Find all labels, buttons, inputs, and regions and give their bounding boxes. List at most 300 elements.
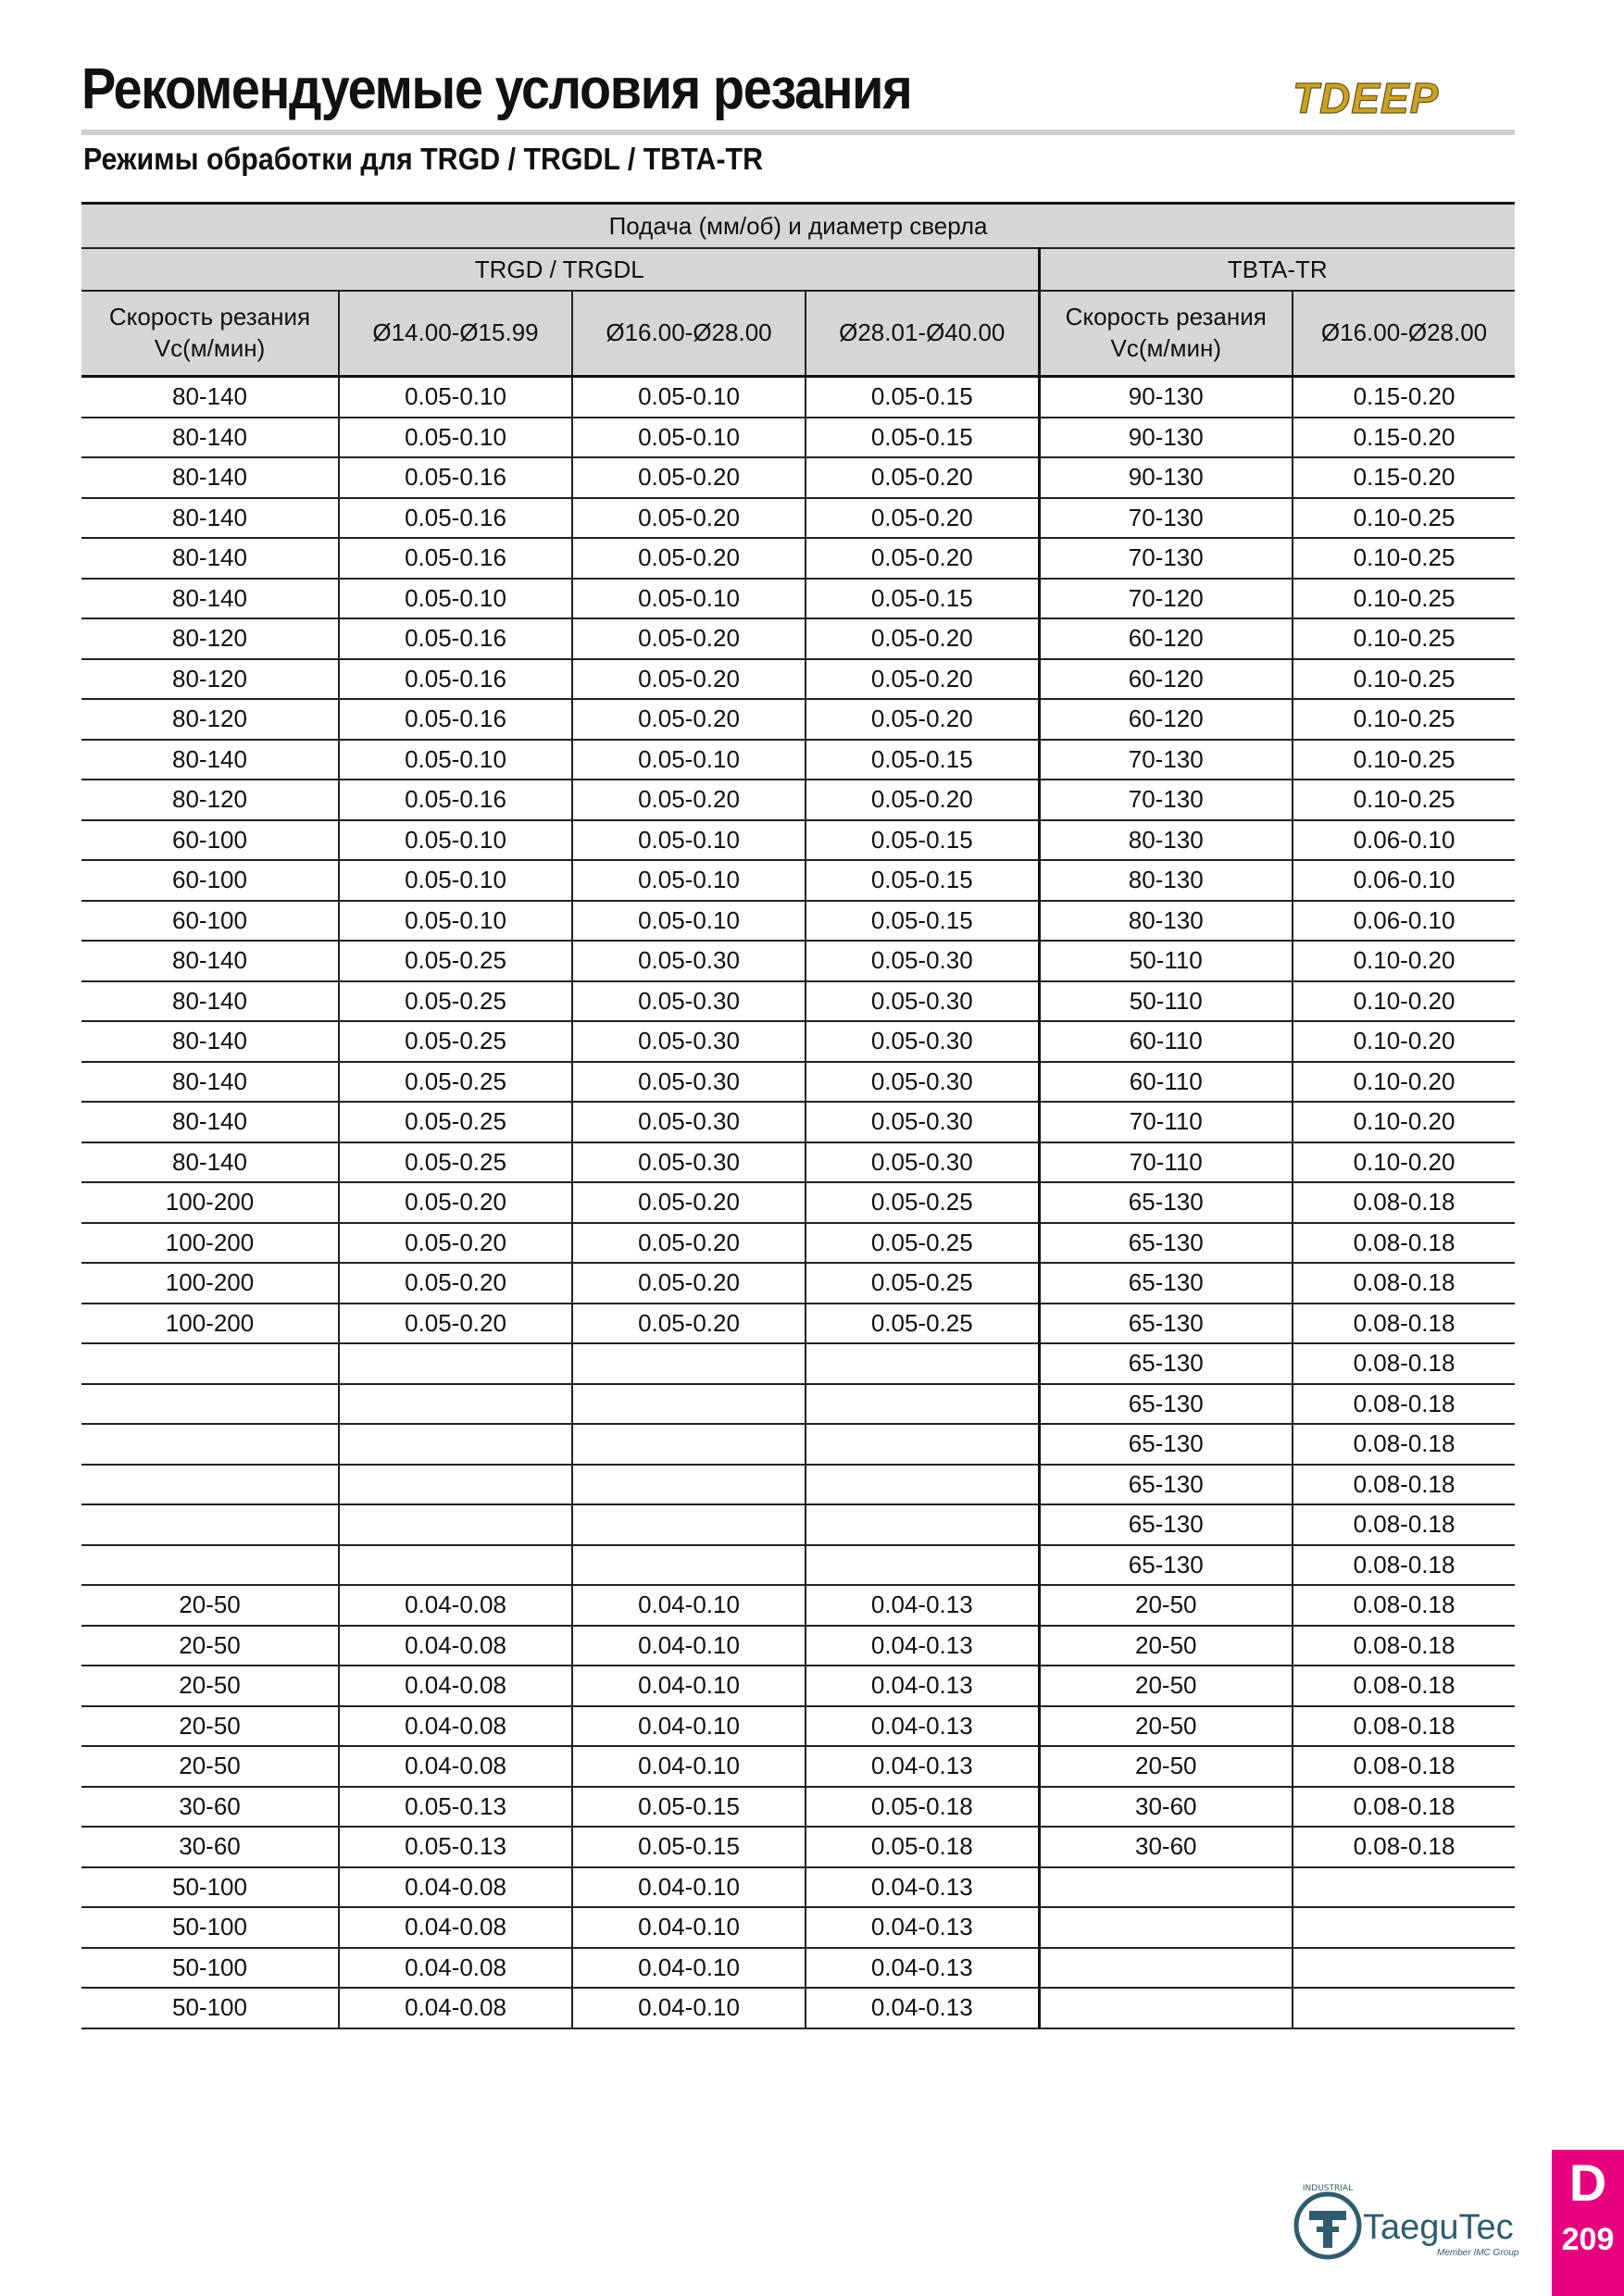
- table-cell: 90-130: [1039, 418, 1293, 458]
- table-cell: 0.04-0.10: [572, 1585, 806, 1626]
- table-cell: 0.08-0.18: [1293, 1706, 1515, 1747]
- table-cell: 0.05-0.15: [806, 820, 1039, 861]
- table-cell: 0.05-0.30: [806, 1102, 1039, 1142]
- table-cell: [81, 1504, 339, 1545]
- page-title: Рекомендуемые условия резания: [81, 57, 912, 121]
- table-cell: [806, 1545, 1039, 1586]
- table-cell: 80-140: [81, 1062, 339, 1103]
- table-cell: [1039, 1988, 1293, 2028]
- table-cell: 0.05-0.30: [572, 981, 806, 1022]
- table-cell: 0.05-0.30: [806, 981, 1039, 1022]
- table-cell: [572, 1465, 806, 1505]
- table-cell: 0.04-0.13: [806, 1907, 1039, 1948]
- table-cell: [806, 1504, 1039, 1545]
- table-cell: 0.08-0.18: [1293, 1545, 1515, 1586]
- table-cell: 0.08-0.18: [1293, 1263, 1515, 1304]
- table-cell: 0.05-0.20: [339, 1263, 572, 1304]
- table-cell: 90-130: [1039, 457, 1293, 498]
- table-cell: 0.05-0.15: [806, 377, 1039, 418]
- header-speed: [81, 291, 339, 377]
- table-cell: 0.08-0.18: [1293, 1304, 1515, 1344]
- table-cell: [81, 1384, 339, 1425]
- table-cell: 0.04-0.10: [572, 1867, 806, 1908]
- table-cell: 0.04-0.13: [806, 1666, 1039, 1706]
- table-row: [81, 1706, 1515, 1747]
- table-cell: 0.08-0.18: [1293, 1343, 1515, 1384]
- table-cell: 80-130: [1039, 820, 1293, 861]
- table-cell: 0.05-0.16: [339, 498, 572, 539]
- table-cell: [339, 1424, 572, 1465]
- table-cell: 0.08-0.18: [1293, 1746, 1515, 1787]
- table-cell: 0.05-0.20: [339, 1304, 572, 1344]
- table-cell: 80-140: [81, 418, 339, 458]
- header-tbta-speed-line2: Vc(м/мин): [1110, 334, 1221, 362]
- table-cell: 80-120: [81, 780, 339, 820]
- table-cell: [806, 1384, 1039, 1425]
- taegutec-logo: [1289, 2177, 1530, 2270]
- table-cell: 80-140: [81, 1102, 339, 1142]
- header-group-trgd: TRGD / TRGDL: [81, 248, 1039, 291]
- table-cell: 0.10-0.20: [1293, 1062, 1515, 1103]
- table-cell: 0.05-0.25: [339, 1142, 572, 1183]
- table-cell: 0.05-0.20: [339, 1182, 572, 1223]
- table-cell: 0.05-0.16: [339, 618, 572, 659]
- table-cell: 0.05-0.20: [339, 1223, 572, 1264]
- table-cell: 70-120: [1039, 579, 1293, 619]
- table-row: [81, 1907, 1515, 1948]
- table-row: [81, 1504, 1515, 1545]
- table-cell: 80-120: [81, 699, 339, 740]
- table-cell: 0.05-0.10: [339, 579, 572, 619]
- table-cell: [572, 1384, 806, 1425]
- table-cell: 0.10-0.25: [1293, 618, 1515, 659]
- table-cell: 30-60: [81, 1827, 339, 1867]
- table-cell: 80-140: [81, 579, 339, 619]
- table-cell: 0.04-0.08: [339, 1626, 572, 1666]
- table-cell: 0.04-0.10: [572, 1626, 806, 1666]
- table-cell: 50-110: [1039, 941, 1293, 981]
- table-cell: 80-140: [81, 498, 339, 539]
- table-row: [81, 1263, 1515, 1304]
- table-cell: 65-130: [1039, 1263, 1293, 1304]
- table-cell: 0.10-0.25: [1293, 780, 1515, 820]
- table-cell: 100-200: [81, 1182, 339, 1223]
- table-cell: 0.05-0.20: [572, 1263, 806, 1304]
- table-row: [81, 780, 1515, 820]
- table-cell: 60-110: [1039, 1062, 1293, 1103]
- table-row: [81, 377, 1515, 418]
- table-row: [81, 699, 1515, 740]
- header-diameter-3: Ø28.01-Ø40.00: [806, 291, 1039, 377]
- table-cell: 0.05-0.20: [572, 699, 806, 740]
- table-cell: 0.10-0.20: [1293, 941, 1515, 981]
- table-cell: 0.05-0.30: [572, 1142, 806, 1183]
- table-cell: 0.05-0.10: [339, 820, 572, 861]
- table-cell: 0.06-0.10: [1293, 901, 1515, 942]
- table-cell: 0.08-0.18: [1293, 1787, 1515, 1828]
- table-cell: 0.05-0.30: [572, 941, 806, 981]
- table-cell: 0.05-0.20: [572, 659, 806, 700]
- table-cell: 0.05-0.16: [339, 780, 572, 820]
- table-cell: 70-110: [1039, 1142, 1293, 1183]
- table-row: [81, 820, 1515, 861]
- header-speed-line1: Скорость резания: [108, 303, 311, 331]
- table-cell: 0.05-0.20: [806, 618, 1039, 659]
- table-cell: 60-100: [81, 901, 339, 942]
- table-cell: 20-50: [1039, 1585, 1293, 1626]
- table-row: [81, 1142, 1515, 1183]
- table-cell: 20-50: [81, 1666, 339, 1706]
- header-speed-line2: Vc(м/мин): [154, 334, 266, 362]
- table-cell: 0.08-0.18: [1293, 1504, 1515, 1545]
- table-cell: 70-130: [1039, 498, 1293, 539]
- table-cell: 0.05-0.30: [806, 941, 1039, 981]
- table-body: [81, 377, 1515, 2028]
- table-cell: [81, 1424, 339, 1465]
- table-row: [81, 740, 1515, 780]
- table-cell: 0.04-0.10: [572, 1706, 806, 1747]
- table-cell: 0.10-0.25: [1293, 579, 1515, 619]
- table-cell: [339, 1465, 572, 1505]
- table-cell: 0.05-0.30: [806, 1142, 1039, 1183]
- table-cell: 0.05-0.25: [339, 1021, 572, 1062]
- table-cell: 30-60: [1039, 1827, 1293, 1867]
- table-cell: 0.06-0.10: [1293, 820, 1515, 861]
- table-cell: 0.04-0.10: [572, 1988, 806, 2028]
- table-row: [81, 1465, 1515, 1505]
- table-cell: 0.04-0.13: [806, 1867, 1039, 1908]
- table-cell: 0.10-0.20: [1293, 1102, 1515, 1142]
- table-row: [81, 1787, 1515, 1828]
- table-row: [81, 1626, 1515, 1666]
- table-cell: 0.04-0.13: [806, 1585, 1039, 1626]
- table-cell: 65-130: [1039, 1223, 1293, 1264]
- table-cell: 80-130: [1039, 901, 1293, 942]
- table-cell: 65-130: [1039, 1343, 1293, 1384]
- table-cell: 65-130: [1039, 1424, 1293, 1465]
- table-cell: [81, 1465, 339, 1505]
- table-row: [81, 1545, 1515, 1586]
- table-cell: 70-110: [1039, 1102, 1293, 1142]
- table-row: [81, 1666, 1515, 1706]
- table-cell: 0.04-0.08: [339, 1706, 572, 1747]
- table-cell: 30-60: [1039, 1787, 1293, 1828]
- section-letter: D: [1568, 2153, 1607, 2212]
- table-row: [81, 1021, 1515, 1062]
- table-cell: 0.05-0.18: [806, 1827, 1039, 1867]
- table-cell: 0.05-0.16: [339, 538, 572, 579]
- table-cell: [339, 1545, 572, 1586]
- table-cell: 60-110: [1039, 1021, 1293, 1062]
- table-cell: 50-110: [1039, 981, 1293, 1022]
- table-cell: 60-100: [81, 820, 339, 861]
- header-feed-diameter: Подача (мм/об) и диаметр сверла: [81, 204, 1515, 249]
- table-row: [81, 1343, 1515, 1384]
- table-row: [81, 579, 1515, 619]
- table-cell: [572, 1504, 806, 1545]
- tdeep-logo: [1287, 72, 1518, 124]
- table-cell: 0.04-0.13: [806, 1746, 1039, 1787]
- table-cell: 0.15-0.20: [1293, 377, 1515, 418]
- table-cell: 100-200: [81, 1223, 339, 1264]
- table-cell: 80-130: [1039, 860, 1293, 901]
- table-cell: 0.05-0.10: [339, 860, 572, 901]
- table-row: [81, 1102, 1515, 1142]
- table-cell: 0.05-0.10: [572, 901, 806, 942]
- table-cell: 0.10-0.25: [1293, 659, 1515, 700]
- table-cell: 0.05-0.25: [339, 981, 572, 1022]
- table-cell: 20-50: [1039, 1706, 1293, 1747]
- table-cell: 0.05-0.15: [572, 1787, 806, 1828]
- table-cell: [1293, 1907, 1515, 1948]
- table-cell: 50-100: [81, 1907, 339, 1948]
- table-cell: 50-100: [81, 1948, 339, 1989]
- table-cell: 65-130: [1039, 1504, 1293, 1545]
- table-cell: [339, 1504, 572, 1545]
- table-cell: 0.04-0.08: [339, 1746, 572, 1787]
- table-cell: 0.05-0.10: [572, 740, 806, 780]
- table-cell: 0.05-0.20: [572, 618, 806, 659]
- table-cell: 0.04-0.10: [572, 1746, 806, 1787]
- table-cell: 0.04-0.08: [339, 1948, 572, 1989]
- table-cell: 20-50: [81, 1585, 339, 1626]
- table-cell: 0.05-0.15: [806, 579, 1039, 619]
- table-cell: 0.05-0.20: [572, 1304, 806, 1344]
- table-cell: 0.05-0.10: [339, 901, 572, 942]
- table-cell: 70-130: [1039, 538, 1293, 579]
- table-row: [81, 860, 1515, 901]
- table-cell: 0.08-0.18: [1293, 1626, 1515, 1666]
- table-row: [81, 1384, 1515, 1425]
- table-cell: 20-50: [81, 1706, 339, 1747]
- table-cell: 20-50: [1039, 1666, 1293, 1706]
- table-cell: [806, 1465, 1039, 1505]
- table-cell: 0.05-0.20: [806, 538, 1039, 579]
- table-cell: 0.10-0.20: [1293, 1021, 1515, 1062]
- table-cell: 80-140: [81, 740, 339, 780]
- table-cell: 80-120: [81, 618, 339, 659]
- table-cell: 0.05-0.20: [806, 498, 1039, 539]
- table-cell: 0.05-0.20: [572, 1223, 806, 1264]
- table-cell: [339, 1384, 572, 1425]
- table-cell: 0.05-0.10: [339, 377, 572, 418]
- table-cell: 0.05-0.13: [339, 1787, 572, 1828]
- table-cell: 0.05-0.10: [572, 820, 806, 861]
- table-cell: 0.05-0.20: [806, 457, 1039, 498]
- table-cell: 0.05-0.10: [339, 418, 572, 458]
- table-cell: 20-50: [1039, 1626, 1293, 1666]
- table-cell: [572, 1343, 806, 1384]
- table-row: [81, 1223, 1515, 1264]
- table-row: [81, 1867, 1515, 1908]
- table-cell: 0.05-0.16: [339, 659, 572, 700]
- table-cell: 0.08-0.18: [1293, 1666, 1515, 1706]
- table-cell: 0.05-0.15: [806, 860, 1039, 901]
- table-cell: 80-140: [81, 457, 339, 498]
- table-row: [81, 1827, 1515, 1867]
- table-cell: 0.05-0.13: [339, 1827, 572, 1867]
- table-cell: 0.05-0.25: [806, 1304, 1039, 1344]
- header-tbta-diameter: Ø16.00-Ø28.00: [1293, 291, 1515, 377]
- table-cell: [1293, 1948, 1515, 1989]
- table-row: [81, 538, 1515, 579]
- table-row: [81, 941, 1515, 981]
- table-cell: 100-200: [81, 1263, 339, 1304]
- table-cell: 0.05-0.30: [806, 1062, 1039, 1103]
- table-cell: 0.04-0.10: [572, 1666, 806, 1706]
- table-cell: 70-130: [1039, 740, 1293, 780]
- table-cell: 65-130: [1039, 1545, 1293, 1586]
- table-cell: 0.15-0.20: [1293, 457, 1515, 498]
- tdeep-logo-text: TDEEP: [1293, 74, 1440, 122]
- table-cell: 0.05-0.25: [339, 941, 572, 981]
- table-cell: 80-140: [81, 1021, 339, 1062]
- table-cell: 100-200: [81, 1304, 339, 1344]
- table-cell: [1039, 1867, 1293, 1908]
- table-cell: 0.05-0.25: [339, 1102, 572, 1142]
- table-cell: 80-120: [81, 659, 339, 700]
- cutting-conditions-table: [81, 202, 1515, 2029]
- table-cell: [1039, 1948, 1293, 1989]
- table-row: [81, 1585, 1515, 1626]
- table-cell: 80-140: [81, 377, 339, 418]
- table-cell: 0.04-0.08: [339, 1585, 572, 1626]
- table-row: [81, 498, 1515, 539]
- table-cell: [572, 1424, 806, 1465]
- table-cell: 0.05-0.15: [572, 1827, 806, 1867]
- page-subtitle: Режимы обработки для TRGD / TRGDL / TBTA-TR: [83, 142, 764, 176]
- table-cell: 20-50: [1039, 1746, 1293, 1787]
- table-cell: 0.05-0.20: [572, 538, 806, 579]
- table-cell: 65-130: [1039, 1304, 1293, 1344]
- table-cell: 90-130: [1039, 377, 1293, 418]
- table-cell: 0.05-0.25: [339, 1062, 572, 1103]
- table-cell: 0.05-0.18: [806, 1787, 1039, 1828]
- table-cell: [806, 1424, 1039, 1465]
- table-cell: 0.08-0.18: [1293, 1223, 1515, 1264]
- table-cell: 60-120: [1039, 618, 1293, 659]
- table-cell: 70-130: [1039, 780, 1293, 820]
- table-cell: 0.05-0.20: [572, 498, 806, 539]
- table-cell: 0.08-0.18: [1293, 1182, 1515, 1223]
- table-cell: 65-130: [1039, 1465, 1293, 1505]
- table-cell: 0.04-0.13: [806, 1948, 1039, 1989]
- table-row: [81, 618, 1515, 659]
- table-cell: 0.04-0.13: [806, 1706, 1039, 1747]
- table-cell: 0.10-0.25: [1293, 699, 1515, 740]
- table-row: [81, 1424, 1515, 1465]
- table-cell: 0.05-0.15: [806, 418, 1039, 458]
- table-cell: 0.04-0.08: [339, 1867, 572, 1908]
- table-cell: 30-60: [81, 1787, 339, 1828]
- table-cell: 0.04-0.08: [339, 1988, 572, 2028]
- table-cell: 0.10-0.20: [1293, 981, 1515, 1022]
- table-cell: 0.04-0.08: [339, 1907, 572, 1948]
- table-row: [81, 1182, 1515, 1223]
- table-cell: 80-140: [81, 1142, 339, 1183]
- table-cell: 0.04-0.13: [806, 1988, 1039, 2028]
- table-row: [81, 901, 1515, 942]
- taegutec-logo-text: TaeguTec: [1363, 2208, 1514, 2247]
- header-group-tbta: TBTA-TR: [1039, 248, 1515, 291]
- table-cell: 0.05-0.25: [806, 1182, 1039, 1223]
- table-cell: 0.10-0.20: [1293, 1142, 1515, 1183]
- table-cell: 50-100: [81, 1988, 339, 2028]
- table-cell: 0.05-0.16: [339, 699, 572, 740]
- table-cell: 0.05-0.30: [572, 1102, 806, 1142]
- table-row: [81, 418, 1515, 458]
- table-cell: 0.05-0.10: [572, 579, 806, 619]
- table-cell: [81, 1343, 339, 1384]
- table-cell: 0.05-0.10: [572, 860, 806, 901]
- table-cell: 0.08-0.18: [1293, 1585, 1515, 1626]
- table-cell: 60-120: [1039, 699, 1293, 740]
- table-cell: 0.10-0.25: [1293, 538, 1515, 579]
- table-cell: 0.05-0.15: [806, 901, 1039, 942]
- table-cell: 50-100: [81, 1867, 339, 1908]
- table-cell: 0.05-0.10: [339, 740, 572, 780]
- table-row: [81, 1948, 1515, 1989]
- header-tbta-speed-line1: Скорость резания: [1065, 303, 1267, 331]
- table-cell: [1293, 1867, 1515, 1908]
- table-cell: 0.05-0.20: [572, 780, 806, 820]
- table-cell: 0.05-0.25: [806, 1223, 1039, 1264]
- table-row: [81, 1304, 1515, 1344]
- table-cell: 0.05-0.25: [806, 1263, 1039, 1304]
- table-cell: 0.08-0.18: [1293, 1424, 1515, 1465]
- table-cell: 80-140: [81, 538, 339, 579]
- table-cell: 80-140: [81, 941, 339, 981]
- table-cell: 0.04-0.10: [572, 1948, 806, 1989]
- table-cell: 60-100: [81, 860, 339, 901]
- table-cell: 20-50: [81, 1746, 339, 1787]
- table-cell: [81, 1545, 339, 1586]
- table-cell: 0.05-0.30: [806, 1021, 1039, 1062]
- table-cell: 0.15-0.20: [1293, 418, 1515, 458]
- header-tbta-speed: [1039, 291, 1293, 377]
- table-row: [81, 981, 1515, 1022]
- table-cell: 0.05-0.10: [572, 418, 806, 458]
- table-row: [81, 1988, 1515, 2028]
- table-cell: 0.04-0.13: [806, 1626, 1039, 1666]
- table-row: [81, 1746, 1515, 1787]
- table-cell: [1293, 1988, 1515, 2028]
- table-cell: 60-120: [1039, 659, 1293, 700]
- header-diameter-1: Ø14.00-Ø15.99: [339, 291, 572, 377]
- taegutec-logo-badge: INDUSTRIAL: [1302, 2184, 1354, 2193]
- table-cell: [806, 1343, 1039, 1384]
- table-cell: 0.10-0.25: [1293, 498, 1515, 539]
- table-cell: [339, 1343, 572, 1384]
- table-cell: 0.05-0.10: [572, 377, 806, 418]
- table-cell: 0.08-0.18: [1293, 1465, 1515, 1505]
- table-cell: 65-130: [1039, 1384, 1293, 1425]
- table-cell: 0.05-0.20: [806, 699, 1039, 740]
- table-cell: 0.05-0.20: [572, 1182, 806, 1223]
- table-cell: 0.05-0.20: [572, 457, 806, 498]
- table-row: [81, 457, 1515, 498]
- table-cell: 0.08-0.18: [1293, 1827, 1515, 1867]
- table-cell: 0.06-0.10: [1293, 860, 1515, 901]
- table-cell: 0.05-0.20: [806, 659, 1039, 700]
- table-cell: 65-130: [1039, 1182, 1293, 1223]
- table-cell: 0.05-0.30: [572, 1062, 806, 1103]
- table-cell: 20-50: [81, 1626, 339, 1666]
- table-cell: 0.04-0.10: [572, 1907, 806, 1948]
- table-cell: 0.04-0.08: [339, 1666, 572, 1706]
- table-cell: 0.05-0.16: [339, 457, 572, 498]
- table-cell: 0.05-0.15: [806, 740, 1039, 780]
